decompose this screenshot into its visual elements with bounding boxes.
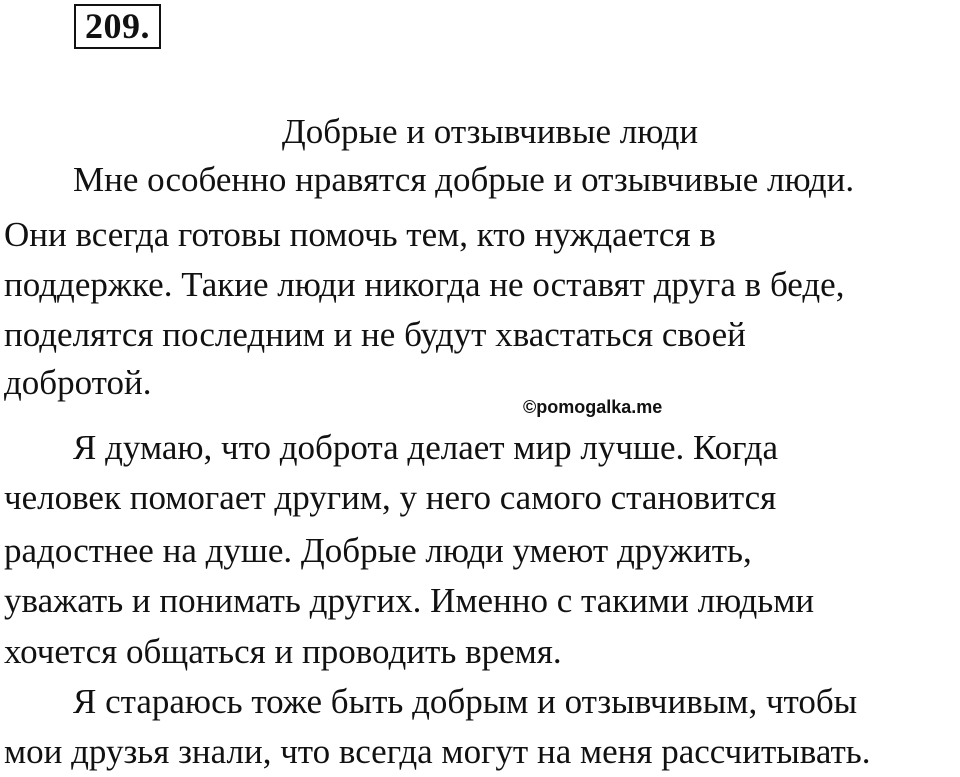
text-line-9: уважать и понимать других. Именно с такими людьми: [4, 581, 815, 620]
text-line-7: человек помогает другим, у него самого становится: [4, 478, 777, 517]
text-line-4: поделятся последним и не будут хвастаться своей: [4, 315, 746, 354]
text-line-3: поддержке. Такие люди никогда не оставят друга в беде,: [4, 265, 845, 304]
text-line-10: хочется общаться и проводить время.: [4, 632, 562, 671]
essay-title: Добрые и отзывчивые люди: [281, 112, 699, 151]
text-line-8: радостнее на душе. Добрые люди умеют дружить,: [4, 531, 752, 570]
text-line-1: Мне особенно нравятся добрые и отзывчивые люди.: [73, 160, 855, 199]
text-line-6: Я думаю, что доброта делает мир лучше. Когда: [73, 428, 779, 467]
text-line-5: добротой.: [4, 363, 152, 402]
watermark: ©pomogalka.me: [523, 397, 663, 417]
task-number: 209.: [74, 4, 161, 49]
text-line-2: Они всегда готовы помочь тем, кто нуждается в: [4, 215, 716, 254]
text-line-12: мои друзья знали, что всегда могут на меня рассчитывать.: [4, 732, 871, 771]
text-line-11: Я стараюсь тоже быть добрым и отзывчивым, чтобы: [73, 682, 858, 721]
